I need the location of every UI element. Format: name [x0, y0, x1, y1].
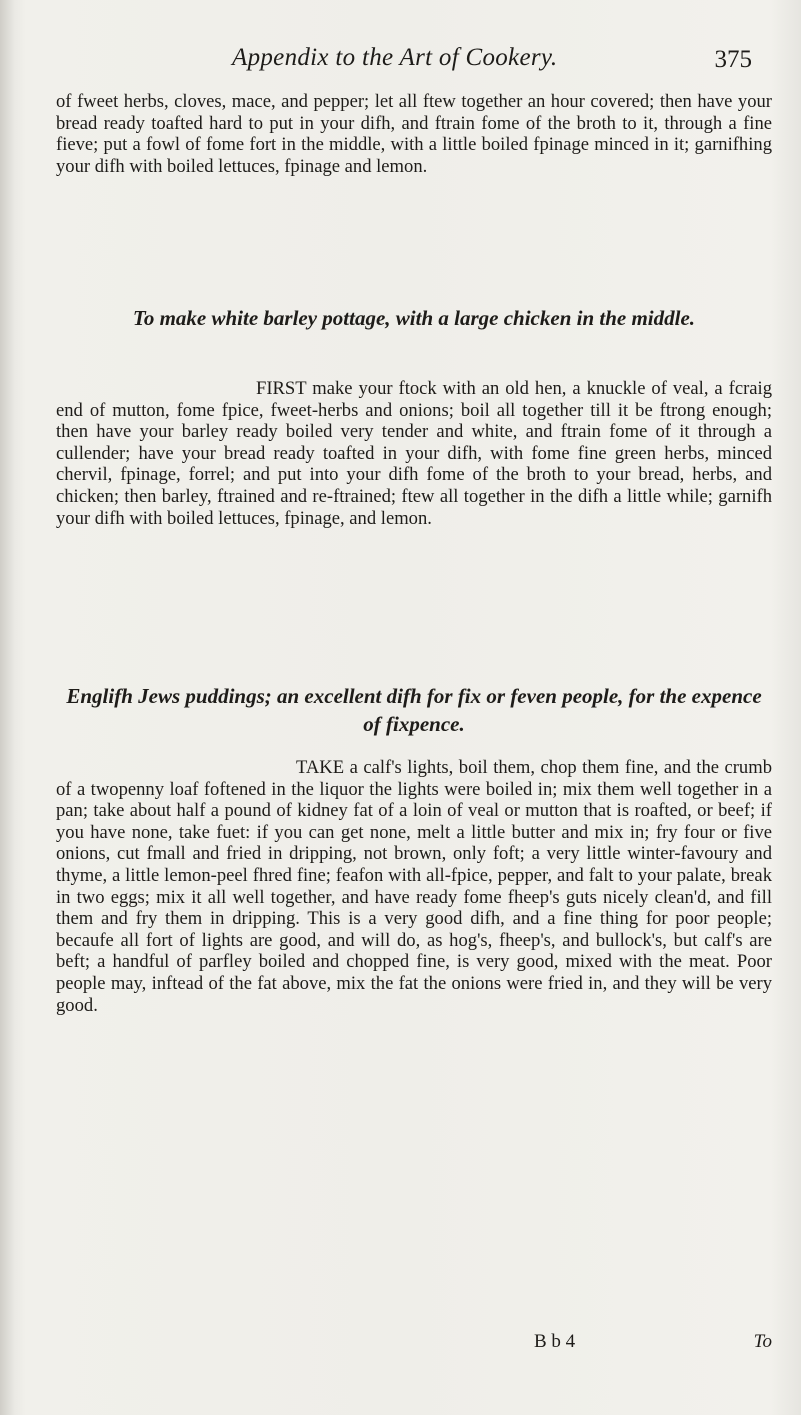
recipe-heading-barley-pottage: To make white barley pottage, with a large chicken in the middle. — [132, 306, 696, 330]
paragraph-continued: of fweet herbs, cloves, mace, and pepper; let all ftew together an hour covered; then have your bread ready toafted hard to put in your difh, and ftrain fome of the broth to it, through a fine fieve; put a fowl of fome fort in the middle, with a little boiled fpinage minced in it; garnifhing your difh with boiled lettuces, fpinage and lemon. — [56, 91, 772, 177]
running-head-title: Appendix to the Art of Cookery. — [232, 44, 558, 71]
page-footer — [56, 1331, 772, 1361]
recipe-heading-jews-puddings: Englifh Jews puddings; an excellent difh for fix or feven people, for the expence of fixpence. — [66, 684, 762, 736]
catchword: To — [753, 1331, 772, 1352]
paragraph-jews-puddings: TAKE a calf's lights, boil them, chop them fine, and the crumb of a twopenny loaf foftened in the liquor the lights were boiled in; mix them well together in a pan; take about half a pound of kidney fat of a loin of veal or mutton that is roafted, or beef; if you have none, take fuet: if you can get none, melt a little butter and mix in; fry four or five onions, cut fmall and fried in dripping, not brown, only foft; a very little winter-favoury and thyme, a little lemon-peel fhred fine; feafon with all-fpice, pepper, and falt to your palate, break in two eggs; mix it all well together, and have ready fome fheep's guts nicely clean'd, and fill them and fry them in dripping. This is a very good difh, and a fine thing for poor people; becaufe all fort of lights are good, and will do, as hog's, fheep's, and bullock's, but calf's are beft; a handful of parfley boiled and chopped fine, is very good, mixed with the meat. Poor people may, inftead of the fat above, mix the fat the onions were fried in, and they will be very good. — [56, 757, 772, 1016]
running-head — [232, 44, 752, 84]
page-number: 375 — [714, 46, 752, 73]
paragraph-barley-pottage: FIRST make your ftock with an old hen, a knuckle of veal, a fcraig end of mutton, fome fpice, fweet-herbs and onions; boil all together till it be ftrong enough; then have your barley ready boiled very tender and white, and ftrain fome of it through a cullender; have your bread ready toafted in your difh, with fome fine green herbs, minced chervil, fpinage, forrel; and put into your difh fome of the broth to your bread, herbs, and chicken; then barley, ftrained and re-ftrained; ftew all together in the difh a little while; garnifh your difh with boiled lettuces, fpinage, and lemon. — [56, 378, 772, 529]
page-binding-shadow — [0, 0, 14, 1415]
signature-mark: B b 4 — [534, 1331, 576, 1352]
